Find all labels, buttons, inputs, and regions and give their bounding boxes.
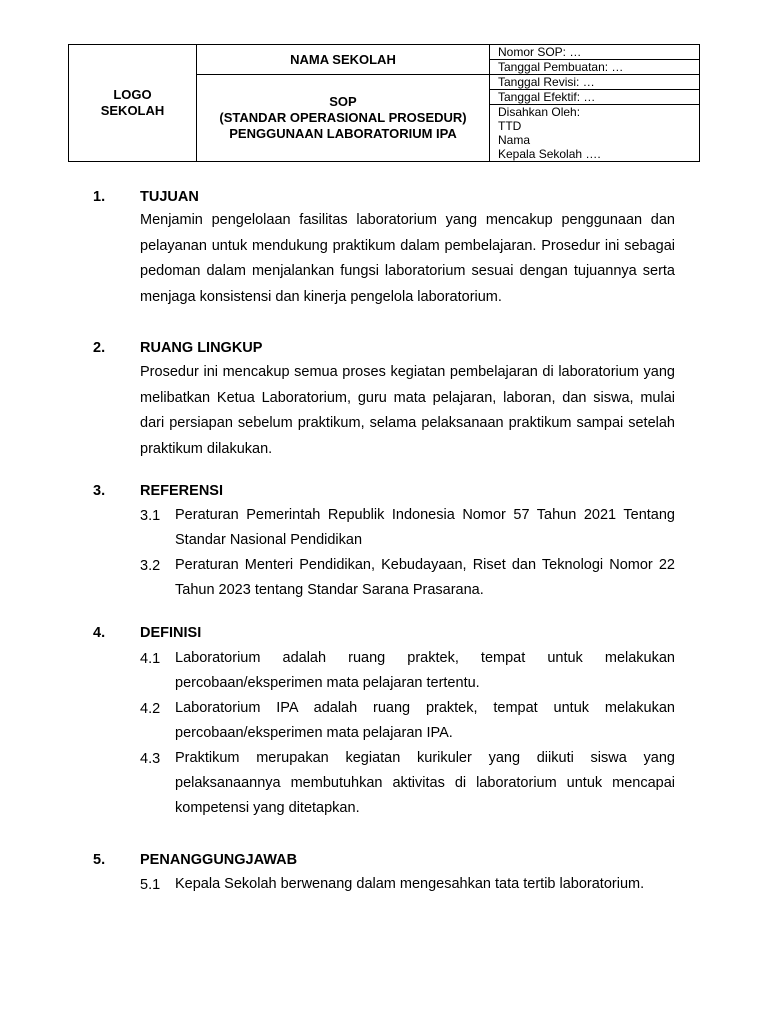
section-2-number: 2. bbox=[93, 340, 106, 356]
def-item-4-2-number: 4.2 bbox=[140, 701, 161, 717]
sop-title-line3: PENGGUNAAN LABORATORIUM IPA bbox=[229, 126, 457, 141]
ttd: TTD bbox=[498, 119, 522, 133]
def-item-4-3-text: Praktikum merupakan kegiatan kurikuler yang diikuti siswa yang pelaksanaannya membutuhkan aktivitas di laboratorium untuk mencapai kompetensi yang ditetapkan. bbox=[175, 750, 675, 816]
ref-item-3-1-number: 3.1 bbox=[140, 508, 161, 524]
nomor-sop: Nomor SOP: … bbox=[490, 45, 700, 60]
logo-placeholder bbox=[69, 45, 197, 162]
section-3-number: 3. bbox=[93, 483, 106, 499]
section-5-number: 5. bbox=[93, 852, 106, 868]
section-5-title: PENANGGUNGJAWAB bbox=[140, 852, 298, 868]
tanggal-revisi: Tanggal Revisi: … bbox=[490, 75, 699, 90]
section-1-text: Menjamin pengelolaan fasilitas laboratorium yang mencakup penggunaan dan pelayanan untuk mendukung praktikum dalam pembelajaran. Prosedur ini sebagai pedoman dalam menjalankan fungsi laboratorium sesuai dengan tujuannya serta menjaga konsistensi dan kinerja pengelola laboratorium. bbox=[140, 212, 675, 305]
section-4-title: DEFINISI bbox=[140, 625, 202, 641]
section-4-number: 4. bbox=[93, 625, 106, 641]
section-2-title: RUANG LINGKUP bbox=[140, 340, 263, 356]
section-3-title: REFERENSI bbox=[140, 483, 223, 499]
logo-text-line1: LOGO bbox=[113, 87, 152, 102]
resp-item-5-1-number: 5.1 bbox=[140, 877, 161, 893]
logo-text-line2: SEKOLAH bbox=[100, 103, 165, 118]
def-item-4-2-text: Laboratorium IPA adalah ruang praktek, tempat untuk melakukan percobaan/eksperimen mata pelajaran IPA. bbox=[175, 700, 675, 741]
sop-header-table bbox=[68, 44, 700, 162]
ref-item-3-2-number: 3.2 bbox=[140, 558, 161, 574]
ref-item-3-1-text: Peraturan Pemerintah Republik Indonesia Nomor 57 Tahun 2021 Tentang Standar Nasional Pendidikan bbox=[175, 507, 675, 548]
section-1-title: TUJUAN bbox=[140, 189, 199, 205]
tanggal-efektif: Tanggal Efektif: … bbox=[490, 90, 699, 105]
nama: Nama bbox=[498, 133, 531, 147]
resp-item-5-1-text: Kepala Sekolah berwenang dalam mengesahkan tata tertib laboratorium. bbox=[175, 876, 645, 892]
def-item-4-1-text: Laboratorium adalah ruang praktek, tempat untuk melakukan percobaan/eksperimen mata pelajaran tertentu. bbox=[175, 650, 675, 691]
disahkan-oleh: Disahkan Oleh: bbox=[498, 105, 581, 119]
section-1-number: 1. bbox=[93, 189, 106, 205]
def-item-4-3-number: 4.3 bbox=[140, 751, 161, 767]
tanggal-pembuatan: Tanggal Pembuatan: … bbox=[490, 60, 700, 75]
kepala-sekolah: Kepala Sekolah …. bbox=[498, 147, 601, 161]
school-name: NAMA SEKOLAH bbox=[197, 45, 490, 75]
sop-title-block bbox=[197, 75, 490, 162]
meta-stack bbox=[490, 75, 700, 162]
section-2-text: Prosedur ini mencakup semua proses kegiatan pembelajaran di laboratorium yang melibatkan Ketua Laboratorium, guru mata pelajaran, laboran, dan siswa, mulai dari persiapan sebelum praktikum, selama pelaksanaan praktikum sampai setelah praktikum dilakukan. bbox=[140, 364, 675, 457]
sop-title-line2: (STANDAR OPERASIONAL PROSEDUR) bbox=[219, 110, 467, 125]
def-item-4-1-number: 4.1 bbox=[140, 651, 161, 667]
ref-item-3-2-text: Peraturan Menteri Pendidikan, Kebudayaan, Riset dan Teknologi Nomor 22 Tahun 2023 tentang Standar Sarana Prasarana. bbox=[175, 557, 675, 598]
sop-title-line1: SOP bbox=[329, 94, 357, 109]
